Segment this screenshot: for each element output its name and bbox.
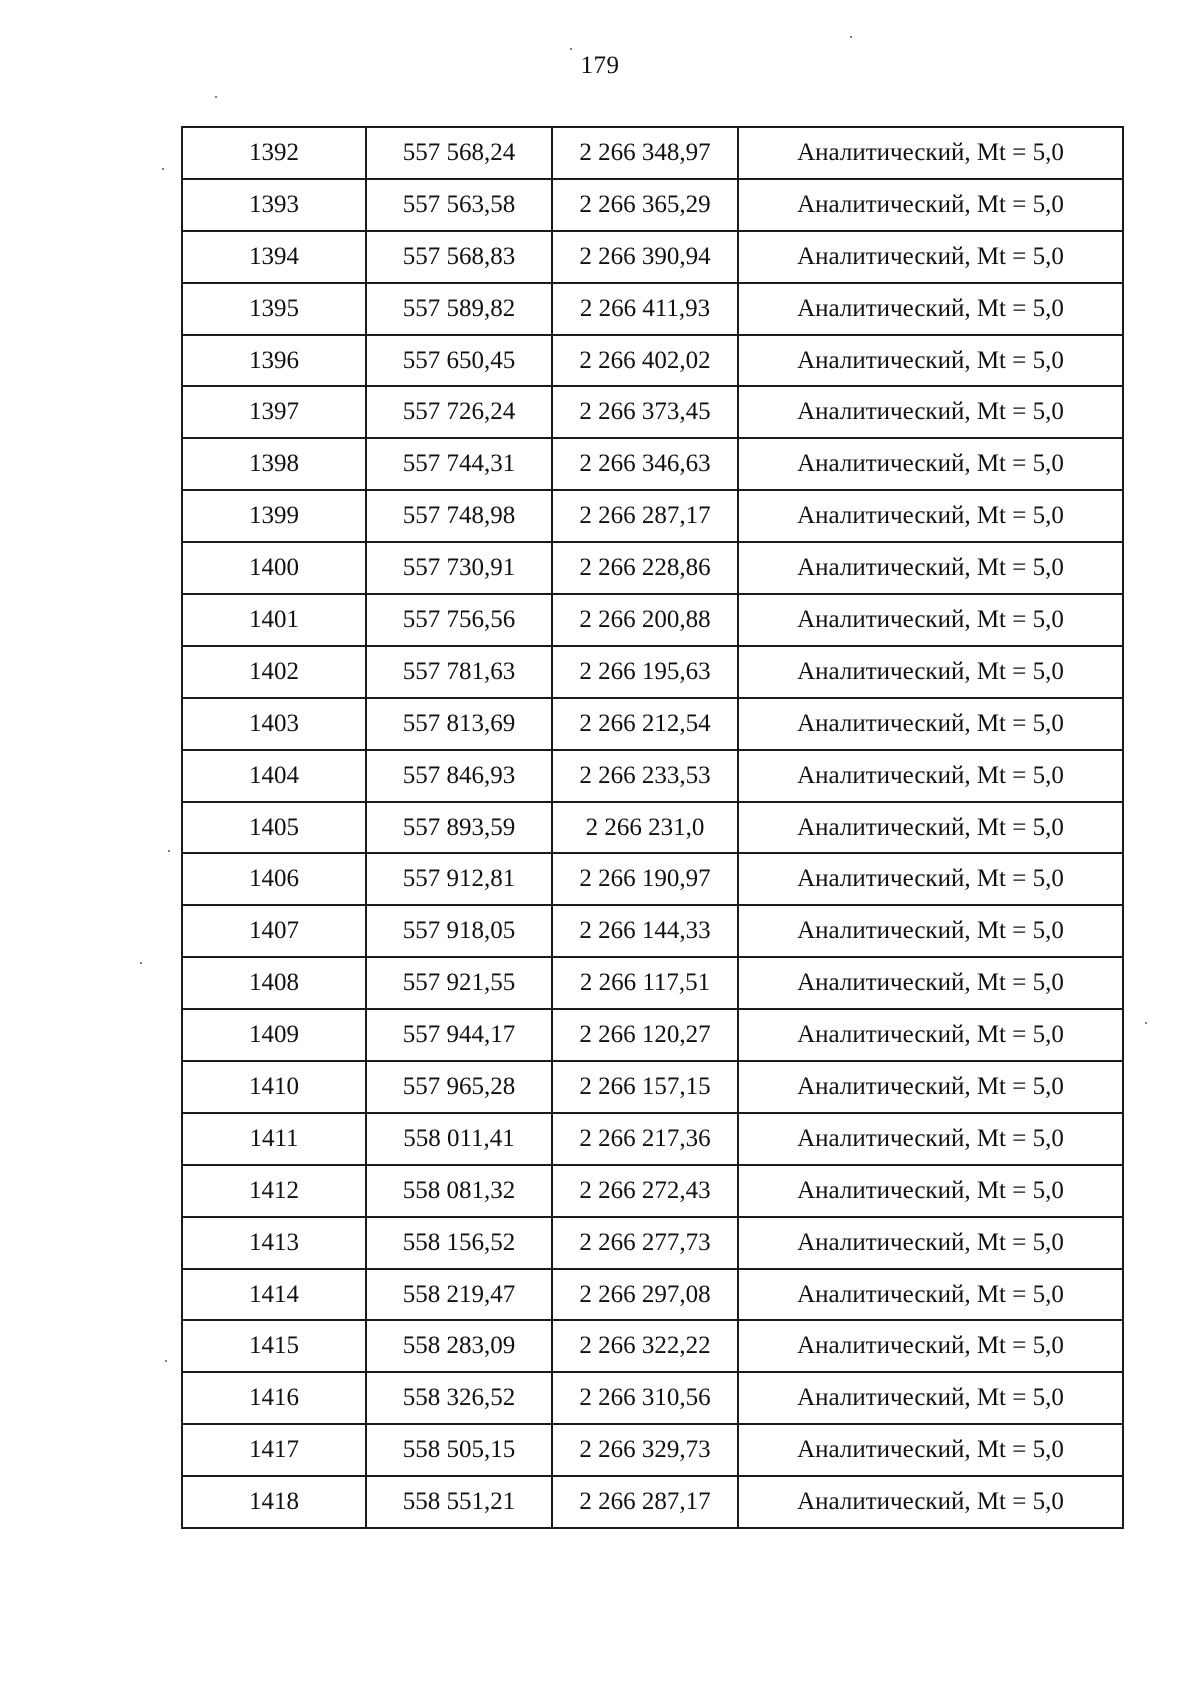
method-cell: Аналитический, Mt = 5,0 — [738, 335, 1123, 387]
y-coordinate-cell: 2 266 373,45 — [552, 386, 738, 438]
method-cell: Аналитический, Mt = 5,0 — [738, 750, 1123, 802]
x-coordinate-cell: 557 918,05 — [366, 905, 552, 957]
x-coordinate-cell: 558 011,41 — [366, 1113, 552, 1165]
method-cell: Аналитический, Mt = 5,0 — [738, 1217, 1123, 1269]
table-row — [182, 1320, 1123, 1372]
coordinates-table — [181, 126, 1124, 1529]
method-cell: Аналитический, Mt = 5,0 — [738, 1269, 1123, 1321]
point-number-cell: 1405 — [182, 802, 366, 854]
x-coordinate-cell: 557 965,28 — [366, 1061, 552, 1113]
method-cell: Аналитический, Mt = 5,0 — [738, 127, 1123, 179]
table-row — [182, 905, 1123, 957]
method-cell: Аналитический, Mt = 5,0 — [738, 905, 1123, 957]
x-coordinate-cell: 558 505,15 — [366, 1424, 552, 1476]
method-cell: Аналитический, Mt = 5,0 — [738, 1165, 1123, 1217]
method-cell: Аналитический, Mt = 5,0 — [738, 438, 1123, 490]
point-number-cell: 1417 — [182, 1424, 366, 1476]
x-coordinate-cell: 557 589,82 — [366, 283, 552, 335]
point-number-cell: 1399 — [182, 490, 366, 542]
x-coordinate-cell: 558 326,52 — [366, 1372, 552, 1424]
point-number-cell: 1403 — [182, 698, 366, 750]
x-coordinate-cell: 557 813,69 — [366, 698, 552, 750]
x-coordinate-cell: 557 744,31 — [366, 438, 552, 490]
scan-speck — [162, 168, 164, 170]
y-coordinate-cell: 2 266 310,56 — [552, 1372, 738, 1424]
y-coordinate-cell: 2 266 228,86 — [552, 542, 738, 594]
point-number-cell: 1394 — [182, 231, 366, 283]
method-cell: Аналитический, Mt = 5,0 — [738, 853, 1123, 905]
point-number-cell: 1393 — [182, 179, 366, 231]
point-number-cell: 1414 — [182, 1269, 366, 1321]
scan-speck — [570, 48, 572, 50]
y-coordinate-cell: 2 266 190,97 — [552, 853, 738, 905]
table-row — [182, 1165, 1123, 1217]
table-row — [182, 957, 1123, 1009]
x-coordinate-cell: 557 568,83 — [366, 231, 552, 283]
table-row — [182, 1476, 1123, 1528]
point-number-cell: 1400 — [182, 542, 366, 594]
table-row — [182, 1217, 1123, 1269]
y-coordinate-cell: 2 266 411,93 — [552, 283, 738, 335]
method-cell: Аналитический, Mt = 5,0 — [738, 1061, 1123, 1113]
method-cell: Аналитический, Mt = 5,0 — [738, 594, 1123, 646]
point-number-cell: 1415 — [182, 1320, 366, 1372]
y-coordinate-cell: 2 266 329,73 — [552, 1424, 738, 1476]
y-coordinate-cell: 2 266 322,22 — [552, 1320, 738, 1372]
method-cell: Аналитический, Mt = 5,0 — [738, 1320, 1123, 1372]
y-coordinate-cell: 2 266 348,97 — [552, 127, 738, 179]
table-row — [182, 490, 1123, 542]
point-number-cell: 1406 — [182, 853, 366, 905]
x-coordinate-cell: 557 756,56 — [366, 594, 552, 646]
table-row — [182, 1372, 1123, 1424]
table-row — [182, 231, 1123, 283]
method-cell: Аналитический, Mt = 5,0 — [738, 1009, 1123, 1061]
table-row — [182, 438, 1123, 490]
x-coordinate-cell: 558 219,47 — [366, 1269, 552, 1321]
x-coordinate-cell: 557 921,55 — [366, 957, 552, 1009]
x-coordinate-cell: 558 081,32 — [366, 1165, 552, 1217]
method-cell: Аналитический, Mt = 5,0 — [738, 698, 1123, 750]
table-row — [182, 1009, 1123, 1061]
table-row — [182, 1113, 1123, 1165]
x-coordinate-cell: 557 730,91 — [366, 542, 552, 594]
table-row — [182, 127, 1123, 179]
table-row — [182, 386, 1123, 438]
point-number-cell: 1404 — [182, 750, 366, 802]
y-coordinate-cell: 2 266 402,02 — [552, 335, 738, 387]
table-row — [182, 853, 1123, 905]
x-coordinate-cell: 557 944,17 — [366, 1009, 552, 1061]
point-number-cell: 1418 — [182, 1476, 366, 1528]
y-coordinate-cell: 2 266 157,15 — [552, 1061, 738, 1113]
scan-speck — [168, 850, 170, 852]
page-number: 179 — [580, 52, 620, 79]
scan-speck — [215, 96, 217, 98]
scan-speck — [140, 962, 142, 964]
y-coordinate-cell: 2 266 233,53 — [552, 750, 738, 802]
point-number-cell: 1397 — [182, 386, 366, 438]
method-cell: Аналитический, Mt = 5,0 — [738, 386, 1123, 438]
scan-speck — [1145, 1022, 1147, 1024]
table-row — [182, 1061, 1123, 1113]
point-number-cell: 1402 — [182, 646, 366, 698]
y-coordinate-cell: 2 266 212,54 — [552, 698, 738, 750]
table-row — [182, 698, 1123, 750]
point-number-cell: 1401 — [182, 594, 366, 646]
point-number-cell: 1398 — [182, 438, 366, 490]
y-coordinate-cell: 2 266 117,51 — [552, 957, 738, 1009]
point-number-cell: 1409 — [182, 1009, 366, 1061]
method-cell: Аналитический, Mt = 5,0 — [738, 1113, 1123, 1165]
table-row — [182, 646, 1123, 698]
method-cell: Аналитический, Mt = 5,0 — [738, 1476, 1123, 1528]
y-coordinate-cell: 2 266 297,08 — [552, 1269, 738, 1321]
point-number-cell: 1408 — [182, 957, 366, 1009]
table-row — [182, 1424, 1123, 1476]
point-number-cell: 1396 — [182, 335, 366, 387]
scan-speck — [165, 1360, 167, 1362]
scan-speck — [850, 36, 852, 38]
x-coordinate-cell: 558 283,09 — [366, 1320, 552, 1372]
method-cell: Аналитический, Mt = 5,0 — [738, 490, 1123, 542]
x-coordinate-cell: 557 726,24 — [366, 386, 552, 438]
coordinates-table-body — [182, 127, 1123, 1528]
point-number-cell: 1392 — [182, 127, 366, 179]
y-coordinate-cell: 2 266 390,94 — [552, 231, 738, 283]
table-row — [182, 1269, 1123, 1321]
method-cell: Аналитический, Mt = 5,0 — [738, 1372, 1123, 1424]
point-number-cell: 1412 — [182, 1165, 366, 1217]
method-cell: Аналитический, Mt = 5,0 — [738, 957, 1123, 1009]
y-coordinate-cell: 2 266 287,17 — [552, 1476, 738, 1528]
y-coordinate-cell: 2 266 346,63 — [552, 438, 738, 490]
x-coordinate-cell: 557 563,58 — [366, 179, 552, 231]
table-row — [182, 335, 1123, 387]
point-number-cell: 1410 — [182, 1061, 366, 1113]
y-coordinate-cell: 2 266 272,43 — [552, 1165, 738, 1217]
x-coordinate-cell: 557 912,81 — [366, 853, 552, 905]
method-cell: Аналитический, Mt = 5,0 — [738, 542, 1123, 594]
y-coordinate-cell: 2 266 277,73 — [552, 1217, 738, 1269]
method-cell: Аналитический, Mt = 5,0 — [738, 646, 1123, 698]
table-row — [182, 802, 1123, 854]
y-coordinate-cell: 2 266 217,36 — [552, 1113, 738, 1165]
point-number-cell: 1411 — [182, 1113, 366, 1165]
x-coordinate-cell: 557 650,45 — [366, 335, 552, 387]
x-coordinate-cell: 558 551,21 — [366, 1476, 552, 1528]
table-row — [182, 750, 1123, 802]
point-number-cell: 1413 — [182, 1217, 366, 1269]
method-cell: Аналитический, Mt = 5,0 — [738, 231, 1123, 283]
point-number-cell: 1395 — [182, 283, 366, 335]
y-coordinate-cell: 2 266 120,27 — [552, 1009, 738, 1061]
y-coordinate-cell: 2 266 195,63 — [552, 646, 738, 698]
x-coordinate-cell: 557 893,59 — [366, 802, 552, 854]
x-coordinate-cell: 557 568,24 — [366, 127, 552, 179]
x-coordinate-cell: 557 846,93 — [366, 750, 552, 802]
table-row — [182, 283, 1123, 335]
y-coordinate-cell: 2 266 365,29 — [552, 179, 738, 231]
point-number-cell: 1407 — [182, 905, 366, 957]
method-cell: Аналитический, Mt = 5,0 — [738, 802, 1123, 854]
x-coordinate-cell: 557 748,98 — [366, 490, 552, 542]
y-coordinate-cell: 2 266 200,88 — [552, 594, 738, 646]
method-cell: Аналитический, Mt = 5,0 — [738, 1424, 1123, 1476]
y-coordinate-cell: 2 266 231,0 — [552, 802, 738, 854]
table-row — [182, 594, 1123, 646]
method-cell: Аналитический, Mt = 5,0 — [738, 179, 1123, 231]
x-coordinate-cell: 558 156,52 — [366, 1217, 552, 1269]
y-coordinate-cell: 2 266 287,17 — [552, 490, 738, 542]
x-coordinate-cell: 557 781,63 — [366, 646, 552, 698]
table-row — [182, 542, 1123, 594]
table-row — [182, 179, 1123, 231]
y-coordinate-cell: 2 266 144,33 — [552, 905, 738, 957]
point-number-cell: 1416 — [182, 1372, 366, 1424]
method-cell: Аналитический, Mt = 5,0 — [738, 283, 1123, 335]
